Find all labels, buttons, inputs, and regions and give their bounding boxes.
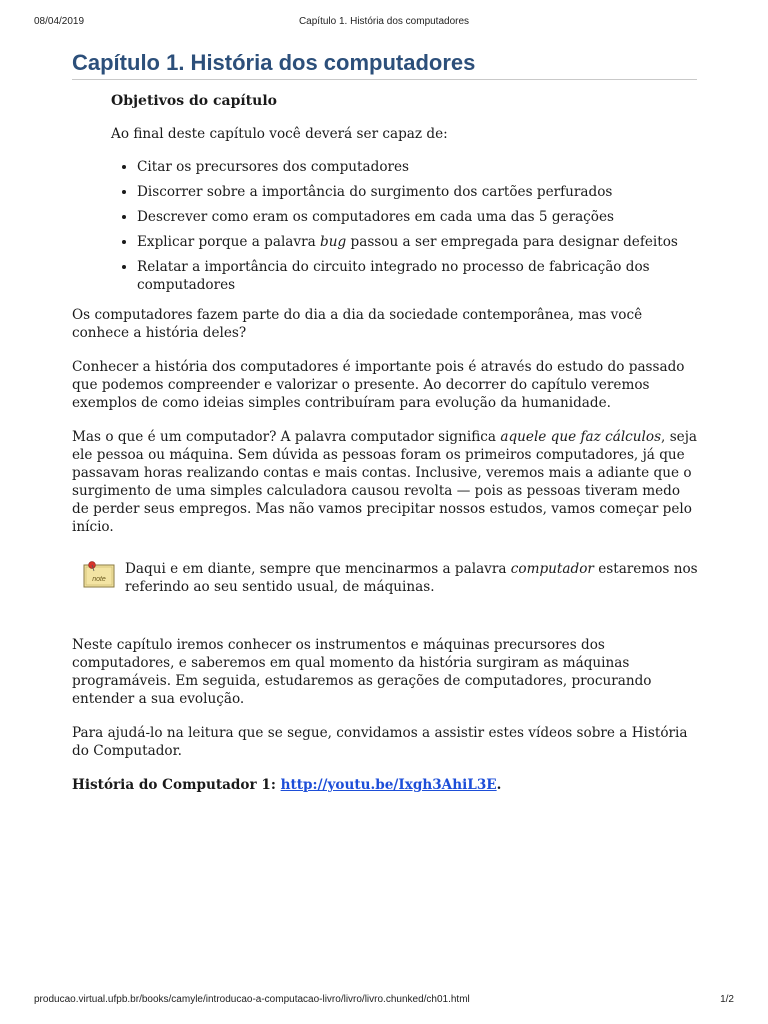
note-text-part: estaremos nos referindo ao seu sentido usual, de máquinas.	[125, 561, 698, 595]
note-icon	[82, 559, 116, 591]
video-trailing: .	[496, 777, 502, 793]
emphasis-definition: aquele que faz cálculos	[500, 429, 662, 445]
paragraph-history-importance: Conhecer a história dos computadores é importante pois é através do estudo do passado que podemos compreender e valorizar o presente. Ao decorrer do capítulo veremos exemplos de como ideias simples contribuíram para evolução da humanidade.	[72, 359, 685, 411]
list-item-text: Relatar a importância do circuito integrado no processo de fabricação dos computadores	[137, 259, 650, 293]
paragraph-video-invite: Para ajudá-lo na leitura que se segue, convidamos a assistir estes vídeos sobre a História do Computador.	[72, 725, 688, 759]
list-item	[137, 158, 700, 176]
objectives-heading: Objetivos do capítulo	[111, 93, 277, 109]
paragraph-chapter-overview: Neste capítulo iremos conhecer os instrumentos e máquinas precursores dos computadores, e saberemos em qual momento da história surgiram as máquinas programáveis. Em seguida, estudaremos as gerações de computadores, procurando entender a sua evolução.	[72, 637, 652, 707]
print-page-number: 1/2	[720, 994, 734, 1005]
emphasis-computer: computador	[510, 561, 594, 577]
paragraph-text: , seja ele pessoa ou máquina. Sem dúvida as pessoas foram os primeiros computadores, já que passavam horas realizando contas e mais contas. Inclusive, veremos mais a adiante que o surgimento de uma simples calculadora causou revolta — pois as pessoas tiveram medo de perder seus empregos. Mas não vamos precipitar nossos estudos, vamos começar pelo início.	[72, 429, 698, 535]
paragraph-what-is-computer	[72, 428, 700, 536]
paragraph-intro: Os computadores fazem parte do dia a dia da sociedade contemporânea, mas você conhece a história deles?	[72, 307, 643, 341]
page-title: Capítulo 1. História dos computadores	[72, 50, 697, 80]
list-item-text: Explicar porque a palavra	[137, 234, 321, 250]
print-date: 08/04/2019	[34, 16, 85, 27]
video-label: História do Computador 1:	[72, 777, 281, 793]
note-icon-label: note	[92, 576, 106, 583]
print-title: Capítulo 1. História dos computadores	[298, 16, 470, 27]
list-item-text: Citar os precursores dos computadores	[137, 159, 410, 175]
list-item-text: Descrever como eram os computadores em cada uma das 5 gerações	[137, 209, 615, 225]
objectives-section	[111, 92, 700, 294]
print-footer	[0, 994, 768, 1008]
list-item-text: Discorrer sobre a importância do surgimento dos cartões perfurados	[137, 184, 613, 200]
list-item	[137, 208, 700, 226]
objectives-intro: Ao final deste capítulo você deverá ser capaz de:	[111, 126, 448, 142]
print-header	[0, 16, 768, 30]
emphasis-bug: bug	[320, 234, 347, 250]
note-text-part: Daqui e em diante, sempre que mencinarmos a palavra	[125, 561, 511, 577]
list-item	[137, 233, 700, 251]
paragraph-text: Mas o que é um computador? A palavra computador significa	[72, 429, 501, 445]
note-admonition	[72, 560, 700, 596]
list-item	[137, 183, 700, 201]
list-item-text: passou a ser empregada para designar defeitos	[346, 234, 678, 250]
objectives-list	[111, 158, 700, 294]
video-link[interactable]: http://youtu.be/Ixgh3AhiL3E	[280, 777, 497, 793]
note-text	[125, 560, 700, 596]
chapter-content	[72, 92, 700, 810]
print-url: producao.virtual.ufpb.br/books/camyle/introducao-a-computacao-livro/livro/livro.chunked/ch01.html	[34, 994, 470, 1005]
video-line	[72, 776, 700, 794]
list-item	[137, 258, 700, 294]
